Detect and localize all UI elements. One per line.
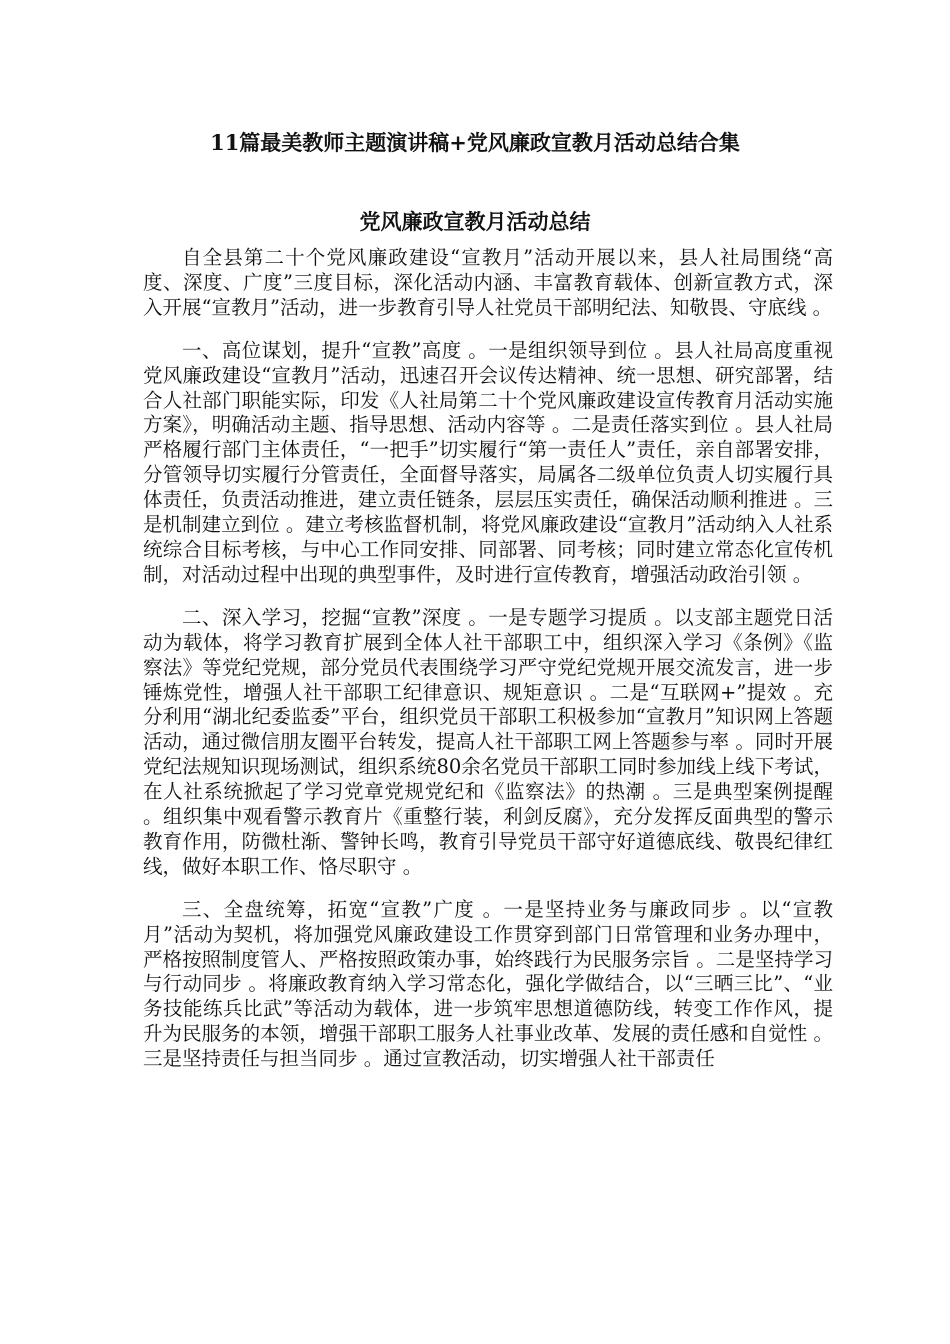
paragraph-intro: 自全县第二十个党风廉政建设“宣教月”活动开展以来，县人社局围绕“高度、深度、广度”三度目标，深化活动内涵、丰富教育载体、创新宣教方式，深入开展“宣教月”活动，进一步教育引导人社党员干部明纪法、知敬畏、守底线 。 bbox=[143, 246, 833, 319]
document-body bbox=[143, 246, 833, 1090]
paragraph-section-one: 一、高位谋划，提升“宣教”高度 。一是组织领导到位 。县人社局高度重视党风廉政建设“宣教月”活动，迅速召开会议传达精神、统一思想、研究部署，结合人社部门职能实际，印发《人社局第二十个党风廉政建设宣传教育月活动实施方案》，明确活动主题、指导思想、活动内容等 。二是责任落实到位 。县人社局严格履行部门主体责任，“一把手”切实履行“第一责任人”责任，亲自部署安排，分管领导切实履行分管责任，全面督导落实，局属各二级单位负责人切实履行具体责任，负责活动推进，建立责任链条，层层压实责任，确保活动顺利推进 。三是机制建立到位 。建立考核监督机制，将党风廉政建设“宣教月”活动纳入人社系统综合目标考核，与中心工作同安排、同部署、同考核；同时建立常态化宣传机制，对活动过程中出现的典型事件，及时进行宣传教育，增强活动政治引领 。 bbox=[143, 338, 833, 586]
paragraph-section-two: 二、深入学习，挖掘“宣教”深度 。一是专题学习提质 。以支部主题党日活动为载体，将学习教育扩展到全体人社干部职工中，组织深入学习《条例》《监察法》等党纪党规，部分党员代表围绕学习严守党纪党规开展交流发言，进一步锤炼党性，增强人社干部职工纪律意识、规矩意识 。二是“互联网+”提效 。充分利用“湖北纪委监委”平台，组织党员干部职工积极参加“宣教月”知识网上答题活动，通过微信朋友圈平台转发，提高人社干部职工网上答题参与率 。同时开展党纪法规知识现场测试，组织系统80余名党员干部职工同时参加线上线下考试，在人社系统掀起了学习党章党规党纪和《监察法》的热潮 。三是典型案例提醒 。组织集中观看警示教育片《重整行装，利剑反腐》，充分发挥反面典型的警示教育作用，防微杜渐、警钟长鸣，教育引导党员干部守好道德底线、敬畏纪律红线，做好本职工作、恪尽职守 。 bbox=[143, 605, 833, 878]
paragraph-section-three: 三、全盘统筹，拓宽“宣教”广度 。一是坚持业务与廉政同步 。以“宣教月”活动为契机，将加强党风廉政建设工作贯穿到部门日常管理和业务办理中，严格按照制度管人、严格按照政策办事，始终践行为民服务宗旨 。二是坚持学习与行动同步 。将廉政教育纳入学习常态化，强化学做结合，以“三晒三比”、“业务技能练兵比武”等活动为载体，进一步筑牢思想道德防线，转变工作作风，提升为民服务的本领，增强干部职工服务人社事业改革、发展的责任感和自觉性 。三是坚持责任与担当同步 。通过宣教活动，切实增强人社干部责任 bbox=[143, 897, 833, 1071]
document-title: 11篇最美教师主题演讲稿+党风廉政宣教月活动总结合集 bbox=[210, 130, 740, 155]
section-title: 党风廉政宣教月活动总结 bbox=[359, 209, 591, 234]
